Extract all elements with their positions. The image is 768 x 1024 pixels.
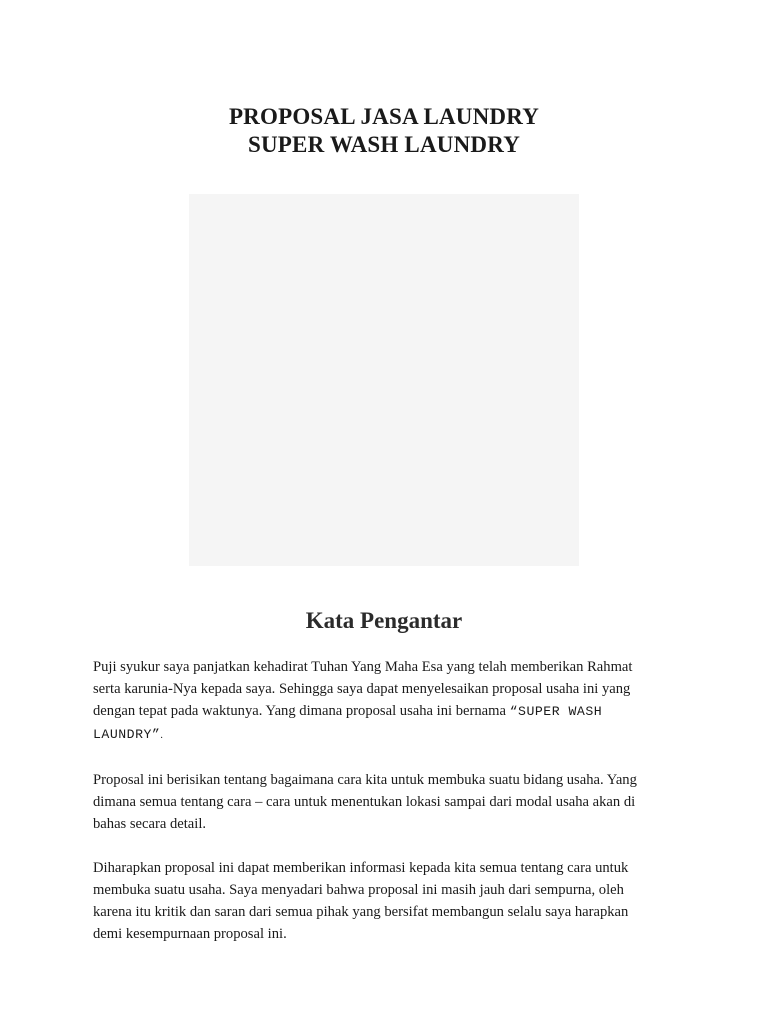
paragraph-line: membuka suatu usaha. Saya menyadari bahwa proposal ini masih jauh dari sempurna, oleh [93, 882, 624, 898]
paragraph-2 [93, 769, 683, 835]
body-text [93, 656, 683, 967]
document-title [0, 103, 768, 159]
section-heading: Kata Pengantar [305, 608, 463, 633]
cover-image-placeholder [189, 194, 579, 566]
paragraph-1 [93, 656, 683, 747]
business-name-mono: “SUPER WASH [509, 704, 603, 719]
paragraph-line [93, 723, 683, 747]
paragraph-line: Proposal ini berisikan tentang bagaimana cara kita untuk membuka suatu bidang usaha. Yang [93, 772, 637, 788]
business-name-mono: LAUNDRY” [93, 727, 161, 742]
title-line-2: SUPER WASH LAUNDRY [247, 132, 521, 157]
paragraph-text: dengan tepat pada waktunya. Yang dimana proposal usaha ini bernama [93, 703, 510, 719]
paragraph-line: Puji syukur saya panjatkan kehadirat Tuhan Yang Maha Esa yang telah memberikan Rahmat [93, 659, 633, 675]
paragraph-line: karena itu kritik dan saran dari semua pihak yang bersifat membangun selalu saya harapkan [93, 904, 629, 920]
paragraph-line: serta karunia-Nya kepada saya. Sehingga saya dapat menyelesaikan proposal usaha ini yang [93, 681, 631, 697]
paragraph-line: bahas secara detail. [93, 816, 207, 832]
paragraph-line: demi kesempurnaan proposal ini. [93, 926, 287, 942]
title-line-1: PROPOSAL JASA LAUNDRY [228, 104, 540, 129]
paragraph-period: . [160, 730, 163, 741]
paragraph-line: dimana semua tentang cara – cara untuk menentukan lokasi sampai dari modal usaha akan di [93, 794, 636, 810]
paragraph-3 [93, 857, 683, 945]
paragraph-line: Diharapkan proposal ini dapat memberikan informasi kepada kita semua tentang cara untuk [93, 860, 629, 876]
paragraph-line [93, 700, 683, 723]
